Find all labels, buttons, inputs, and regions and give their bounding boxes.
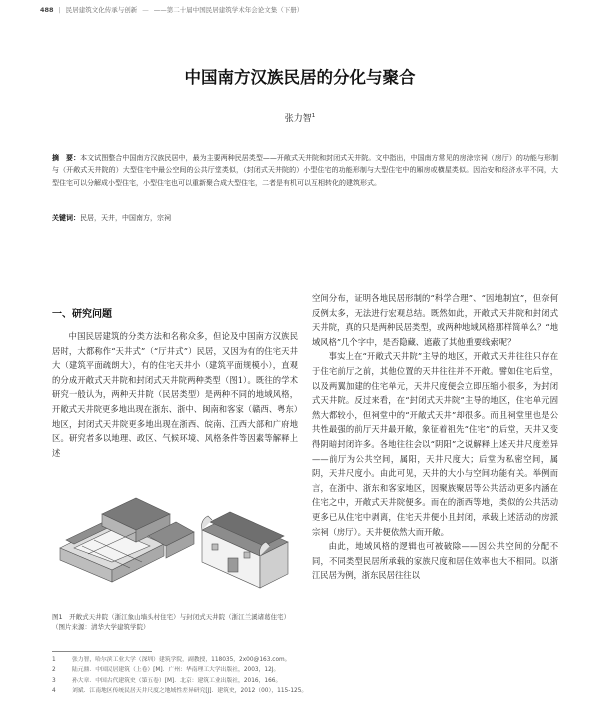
paragraph: 空间分布，证明各地民居形制的“科学合理”、“因地制宜”，但奈何反例太多，无法进行宏观总结。既然如此，开敞式天井院和封闭式天井院，真的只是两种民居类型，或两种地域风格那样简单么？“地域风格”几个字中，是否隐藏、遮蔽了其他重要线索呢？ (312, 293, 558, 347)
footnote: 4 刘斌．江南地区传统民居天井尺度之地域性差异研究[J]．建筑史，2012（00），115-125。 (52, 687, 308, 694)
paragraph: 事实上在“开敞式天井院”主导的地区，开敞式天井往往只存在于住宅前厅之前，其他位置的天井往往并不开敞。譬如住宅后堂，以及两翼加建的住宅单元，天井尺度便会立即压缩小很多，为封闭式天井院。反过来看，在“封闭式天井院”主导的地区，住宅单元固然大都较小，但祠堂中的“开敞式天井”却很多。而且祠堂里也是公共性最强的前厅天井最开敞，象征着祖先“住宅”的后堂，天井又变得阴暗封闭许多。各地往往会以“阴阳”之说解释上述天井尺度差异——前厅为公共空间，属阳，天井尺度大；后堂为私密空间，属阴，天井尺度小。由此可见，天井的大小与空间功能有关。举例而言，在浙中、浙东和客家地区，因聚族聚居等公共活动更多内涵在住宅之中，开敞式天井院便多。而在的浙西等地，类似的公共活动更多已从住宅中剥离，住宅天井便小且封闭，承载上述活动的房派宗祠（房厅）。天井便依然大而开敞。 (312, 351, 558, 537)
paragraph: 由此，地域风格的逻辑也可被破除——因公共空间的分配不同，不同类型民居所承载的家族尺度和居住效率也大不相同。以浙江民居为例，浙东民居往往以 (312, 541, 558, 581)
conference-title: ——第二十届中国民居建筑学术年会论文集（下册） (153, 6, 304, 14)
keywords-text: 民居，天井，中国南方，宗祠 (80, 214, 171, 222)
author-name: 张力智 (284, 114, 312, 124)
abstract-label: 摘 要： (52, 154, 81, 162)
open-courtyard-house-drawing (60, 498, 194, 582)
figure-caption (52, 612, 298, 632)
abstract (52, 152, 558, 189)
figure-source: （图片来源：清华大学建筑学院） (52, 623, 150, 631)
footnote: 3 孙大章．中国古代建筑史（第五卷）[M]．北京：建筑工业出版社，2016，166。 (52, 677, 282, 684)
page-number: 488 (40, 6, 54, 14)
body-text-right (312, 291, 558, 583)
paper-title: 中国南方汉族民居的分化与聚合 (184, 68, 416, 87)
closed-courtyard-house-drawing (202, 512, 288, 588)
figure-caption-text: 图1 开敞式天井院（浙江象山墙头村住宅）与封闭式天井院（浙江兰溪诸葛住宅） (52, 613, 291, 621)
author-footnote-mark: 1 (311, 113, 316, 119)
abstract-text: 本文试图整合中国南方汉族民居中，最为主要两种民居类型——开敞式天井院和封闭式天井院。文中指出，中国南方常见的房涂宗祠（房厅）的功能与形制与（开敞式天井院的）大型住宅中最公空间的公共厅堂类似，（封闭式天井院的）小型住宅的功能形制与大型住宅中的厢房或横屋类似。因治安和经济水平不同，大型住宅可以分解成小型住宅，小型住宅也可以重新聚合成大型住宅，二者是有机可以互相转化的建筑形式。 (52, 154, 559, 187)
keywords (52, 213, 558, 223)
body-text-left: 中国民居建筑的分类方法和名称众多，但论及中国南方汉族民居时，大都称作“天井式”（“厅井式”）民居，又因为有的住宅天井大（建筑平面疏朗大），有的住宅天井小（建筑平面规模小），直观的分成开敞式天井院和封闭式天井院两种类型（图1）。既往的学术研究一般认为，两种天井院（民居类型）是两种不同的地域风格，开敞式天井院更多地出现在浙东、浙中、闽南和客家（赣西、粤东）地区，封闭式天井院更多地出现在浙西、皖南、江西大部和广府地区。研究者多以地理、政区、气候环境、风格条件等因素等解释上述 (52, 331, 298, 458)
running-header: 488 | 民居建筑文化传承与创新 — ——第二十届中国民居建筑学术年会论文集（下册） (40, 6, 304, 14)
figure-1-house-drawings (52, 470, 298, 610)
author-line (0, 111, 600, 124)
section-heading: 一、研究问题 (52, 309, 112, 320)
footnotes (52, 655, 558, 696)
book-title: 民居建筑文化传承与创新 (65, 6, 138, 14)
footnote: 2 陆元鼎．中国民居建筑（上卷）[M]．广州：华南理工大学出版社，2003，12J。 (52, 667, 280, 674)
footnote-divider (52, 651, 152, 652)
footnote: 1 张力智，哈尔滨工业大学（深圳）建筑学院，副教授，118035，2x00@163.com。 (52, 657, 291, 663)
keywords-label: 关键词： (52, 214, 80, 222)
